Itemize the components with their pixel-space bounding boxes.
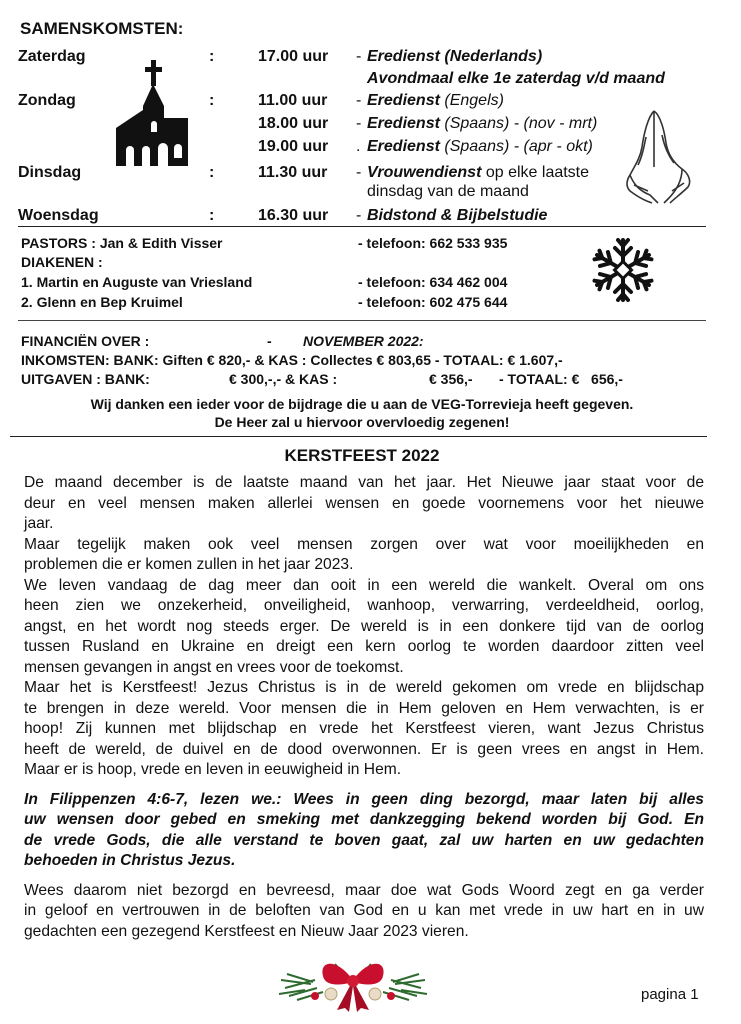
pastors-label: PASTORS : Jan & Edith Visser [21,235,223,251]
day-dinsdag: Dinsdag [18,164,82,181]
expense-bank: € 300,-,- & KAS : [229,371,338,387]
text-line: de vrede Gods, die alle verstand te boven gaat, zal uw harten en uw gedachten [24,831,704,849]
day-woensdag: Woensdag [18,207,99,224]
page-number: pagina 1 [641,986,699,1003]
pastors-phone: - telefoon: 662 533 935 [358,235,508,251]
service-desc: Vrouwendienst op elke laatste [367,164,590,181]
diakenen-label: DIAKENEN : [21,254,103,270]
divider [18,226,706,227]
service-desc-2: dinsdag van de maand [367,183,529,200]
text-line: Maar er is hoop, vrede en leven in eeuwigheid in Hem. [24,761,402,778]
service-desc: Eredienst (Nederlands) [367,48,543,65]
colon: : [209,207,215,224]
text-line: heen zien we onzekerheid, onveiligheid, wanhoop, verwarring, verdeeldheid, oorlog, [24,597,704,614]
diaken-2: 2. Glenn en Bep Kruimel [21,294,183,310]
service-desc: Eredienst (Engels) [367,92,504,109]
text-line: Maar het is Kerstfeest! Jezus Christus is in de wereld gekomen om vrede en blijdschap [24,679,704,696]
text-line: gedachten een gezegend Kerstfeest en Nieuw Jaar 2023 vieren. [24,922,469,940]
text-line: In Filippenzen 4:6-7, lezen we.: Wees in geen ding bezorgd, maar laten bij alles [24,790,704,808]
snowflake-icon [588,235,658,305]
thanks-line-1: Wij danken een ieder voor de bijdrage die u aan de VEG-Torrevieja heeft gegeven. [90,396,634,412]
text-line: problemen die er komen zullen in het jaar 2023. [24,556,354,573]
service-desc-2: Avondmaal elke 1e zaterdag v/d maand [367,70,665,87]
article-body [24,473,704,942]
service-desc: Eredienst (Spaans) - (nov - mrt) [367,115,598,132]
dash: . [356,138,361,155]
text-line: Maar tegelijk maken ook veel mensen zorgen over wat voor moeilijkheden en [24,535,704,553]
paragraph [24,576,704,679]
time: 11.30 uur [258,164,328,181]
finance-over-label: FINANCIËN OVER : [21,333,150,349]
time: 11.00 uur [258,92,328,109]
dash: - [356,92,362,109]
dash: - [356,164,362,181]
time: 17.00 uur [258,48,329,65]
expense-label: UITGAVEN : BANK: [21,371,150,387]
day-zaterdag: Zaterdag [18,48,86,65]
christmas-bow-icon [275,950,431,1014]
text-line: angst, en het wordt nog steeds erger. De wereld is in een donkere tijd van de oorlog [24,617,704,635]
text-line: tussen Rusland en Ukraine en dreigt een kern oorlog te worden daardoor zitten veel [24,638,704,655]
text-line: mensen gevangen in angst en vrees voor de toekomst. [24,658,404,676]
income-line: INKOMSTEN: BANK: Giften € 820,- & KAS : Collectes € 803,65 - TOTAAL: € 1.607,- [21,352,563,368]
text-line: De maand december is de laatste maand van het jaar. Het Nieuwe jaar staat voor de [24,474,704,491]
church-icon [112,58,194,170]
text-line: in geloof en vertrouwen in de beloften van God en u kan met vrede in uw hart en in uw [24,902,704,919]
time: 19.00 uur [258,138,329,155]
dash: - [356,115,362,132]
diaken-1: 1. Martin en Auguste van Vriesland [21,274,253,290]
paragraph [24,473,704,535]
diaken-1-phone: - telefoon: 634 462 004 [358,274,508,290]
text-line: jaar. [24,515,54,532]
finance-month: NOVEMBER 2022: [303,333,424,349]
paragraph [24,881,704,943]
colon: : [209,164,215,181]
text-line: heeft de wereld, de duivel en de dood overwonnen. Er is geen vrees en angst in Hem. [24,740,704,758]
day-zondag: Zondag [18,92,76,109]
divider [18,320,706,321]
paragraph [24,678,704,781]
colon: : [209,92,215,109]
service-desc: Eredienst (Spaans) - (apr - okt) [367,138,593,155]
dash: - [356,207,362,224]
diaken-2-phone: - telefoon: 602 475 644 [358,294,508,310]
text-line: uw wensen door gebed en smeking met dankzegging bekend worden bij God. En [24,811,704,828]
text-line: behoeden in Christus Jezus. [24,852,236,869]
text-line: We leven vandaag de dag meer dan ooit in een wereld die wankelt. Overal om ons [24,576,704,594]
finance-dash: - [267,333,272,349]
services-title: SAMENSKOMSTEN: [20,19,184,38]
divider [10,436,707,437]
article-title: KERSTFEEST 2022 [284,446,440,465]
time: 16.30 uur [258,207,329,224]
time: 18.00 uur [258,115,329,132]
thanks-line-2: De Heer zal u hiervoor overvloedig zegenen! [214,414,510,430]
text-line: te brengen in deze wereld. Voor mensen die in Hem geloven en Hem verwachten, is er [24,699,704,717]
colon: : [209,48,215,65]
expense-kas: € 356,- [429,371,473,387]
text-line: hoop! Zij kunnen met blijdschap en vrede het Kerstfeest vieren, want Jezus Christus [24,720,704,737]
expense-total: - TOTAAL: € 656,- [499,371,623,387]
paragraph [24,535,704,576]
praying-hands-icon [624,107,694,207]
service-desc: Bidstond & Bijbelstudie [367,207,548,224]
text-line: Wees daarom niet bezorgd en bevreesd, maar doe wat Gods Woord zegt en ga verder [24,881,704,899]
bible-quote [24,790,704,872]
text-line: deur en veel mensen maken allerlei wensen en goede voornemens voor het nieuwe [24,494,704,512]
dash: - [356,48,362,65]
